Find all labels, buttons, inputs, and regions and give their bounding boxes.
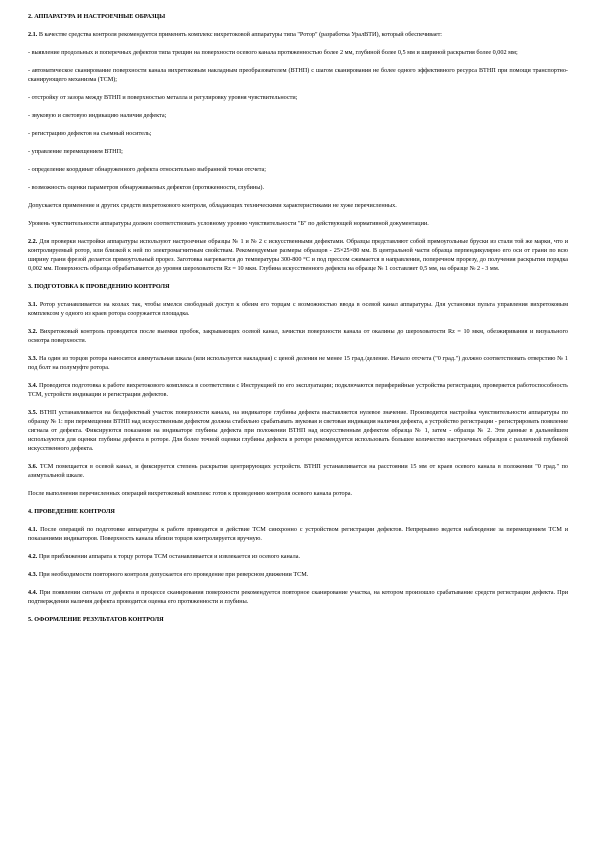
- clause-number: 3.5.: [28, 409, 38, 416]
- list-item: - определение координат обнаруженного дефекта относительно выбранной точки отсчета;: [28, 166, 266, 173]
- paragraph-3-1: [28, 300, 568, 318]
- section-heading-4: 4. ПРОВЕДЕНИЕ КОНТРОЛЯ: [28, 508, 115, 515]
- list-item: - регистрацию дефектов на съемный носитель;: [28, 130, 152, 137]
- list-item: - управление перемещением ВТНП;: [28, 148, 123, 155]
- paragraph-4-3: [28, 570, 568, 579]
- paragraph-ready: После выполнения перечисленных операций вихретоковый комплекс готов к проведению контроля осевого канала ротора.: [28, 490, 353, 497]
- section-heading-3: 3. ПОДГОТОВКА К ПРОВЕДЕНИЮ КОНТРОЛЯ: [28, 283, 170, 290]
- paragraph-text: Ротор устанавливается на козлах так, чтобы имелся свободный доступ к обеим его торцам с возможностью ввода в осевой канал аппаратуры. Для установки пульта управления вихретоковым комплексом у одного из краев ротора сооружается площадка.: [28, 301, 568, 317]
- list-item: - отстройку от зазора между ВТНП и поверхностью металла и регулировку уровня чувствительности;: [28, 94, 298, 101]
- clause-number: 3.2.: [28, 328, 38, 335]
- list-item: - возможность оценки параметров обнаруживаемых дефектов (протяженности, глубины).: [28, 184, 265, 191]
- clause-number: 4.1.: [28, 526, 38, 533]
- paragraph-text: При приближении аппарата к торцу ротора ТСМ останавливается и извлекается из осевого канала.: [38, 553, 300, 560]
- clause-number: 3.6.: [28, 463, 38, 470]
- section-heading-2: 2. АППАРАТУРА И НАСТРОЕЧНЫЕ ОБРАЗЦЫ: [28, 13, 166, 20]
- clause-number: 3.3.: [28, 355, 38, 362]
- paragraph-text: ТСМ помещается в осевой канал, и фиксируется степень раскрытия центрирующих устройств. ВТНП устанавливается на расстоянии 15 мм от краев осевого канала в положении "0 град." по азимутальной шкале.: [28, 463, 569, 479]
- clause-number: 3.1.: [28, 301, 38, 308]
- clause-number: 4.3.: [28, 571, 38, 578]
- paragraph-allowed: Допускается применение и других средств вихретокового контроля, обладающих техническими характеристиками не хуже перечисленных.: [28, 202, 397, 209]
- paragraph-text: Для проверки настройки аппаратуры используют настроечные образцы № 1 и № 2 с искусственными дефектами. Образцы представляют собой прямоугольные бруски из стали той же марки, что и контролируемый ротор, или близкой к ней по электромагнитным свойствам. Рекомендуемые размеры образцов - 25×25×80 мм. В центральной части образца перпендикулярно его оси от грани по всю ширину грани фрезой делается прямоугольный прорез. Заготовка нагревается до температуры 300-800 °С и под прессом сжимается в направлении, поперечном прорезу, до получения раскрытия порядка 0,002 мм. Поверхность образца обрабатывается до уровня шероховатости Rz = 10 мкм. Глубина искусственного дефекта на образце № 1 составляет 0,5 мм, на образце № 2 - 3 мм.: [28, 238, 568, 272]
- list-item: - выявление продольных и поперечных дефектов типа трещин на поверхности осевого канала протяженностью более 2 мм, глубиной более 0,5 мм и шириной раскрытия более 0,002 мм;: [28, 49, 518, 56]
- paragraph-2-2: [28, 237, 568, 273]
- paragraph-3-3: [28, 354, 568, 372]
- list-item: - автоматическое сканирование поверхности канала вихретоковым накладным преобразователем (ВТНП) с шагом сканирования не более одного эффективного ресурса ВТНП при помощи транспортно-сканирующего механизма (ТСМ);: [28, 67, 568, 83]
- clause-number: 2.2.: [28, 238, 38, 245]
- paragraph-sensitivity: Уровень чувствительности аппаратуры должен соответствовать условному уровню чувствительности "Б" по действующей нормативной документации.: [28, 220, 429, 227]
- paragraph-text: Проводится подготовка к работе вихретокового комплекса в соответствии с Инструкцией по его эксплуатации; подключаются периферийные устройства регистрации, проверяется работоспособность ТСМ, устройств индикации и регистрации дефектов.: [28, 382, 568, 398]
- paragraph-text: После операций по подготовке аппаратуры к работе приводится в действие ТСМ синхронно с устройством регистрации дефектов. Непрерывно ведется наблюдение за перемещением ТСМ и показаниями индикаторов. Поверхность канала вблизи торцов контролируется вручную.: [28, 526, 569, 542]
- paragraph-2-1: [28, 30, 568, 39]
- section-heading-5: 5. ОФОРМЛЕНИЕ РЕЗУЛЬТАТОВ КОНТРОЛЯ: [28, 616, 164, 623]
- paragraph-3-5: [28, 408, 568, 453]
- clause-number: 3.4.: [28, 382, 38, 389]
- paragraph-text: При необходимости повторного контроля допускается его проведение при реверсном движении ТСМ.: [38, 571, 309, 578]
- paragraph-3-2: [28, 327, 568, 345]
- paragraph-4-1: [28, 525, 568, 543]
- paragraph-4-2: [28, 552, 568, 561]
- list-item: - звуковую и световую индикацию наличия дефекта;: [28, 112, 167, 119]
- paragraph-text: На один из торцов ротора наносится азимутальная шкала (или используется накладная) с ценой деления не менее 15 град./деление. Начало отсчета ("0 град.") должно соответствовать отверстию № 1 под болт на полумуфте ротора.: [28, 355, 569, 371]
- paragraph-3-4: [28, 381, 568, 399]
- clause-number: 4.4.: [28, 589, 38, 596]
- clause-number: 2.1.: [28, 31, 38, 38]
- clause-number: 4.2.: [28, 553, 38, 560]
- paragraph-text: При появлении сигнала от дефекта в процессе сканирования поверхности рекомендуется повторное сканирование участка, на котором произошло срабатывание средств регистрации дефекта. При подтверждении наличия дефекта проводится оценка его протяженности и глубины.: [28, 589, 569, 605]
- document-page: [28, 12, 568, 633]
- paragraph-3-6: [28, 462, 568, 480]
- paragraph-text: Вихретоковый контроль проводится после выемки пробок, закрывающих осевой канал, зачистки поверхности канала от окалины до шероховатости Rz = 10 мкм, обезжиривания и визуального осмотра поверхности.: [28, 328, 569, 344]
- paragraph-text: ВТНП устанавливается на бездефектный участок поверхности канала, на индикаторе глубины дефекта выставляется нулевое значение. Производится настройка чувствительности аппаратуры по образцу № 1: при перемещении ВТНП над искусственным дефектом должна стабильно срабатывать звуковая и световая индикация наличия дефекта, а устройство регистрации - регистрировать появление сигнала от дефекта. Фиксируются показания на индикаторе глубины дефекта при положении ВТНП над искусственным дефектом образца № 1, затем - образца № 2. Эти данные в дальнейшем используются для оценки глубины дефекта в роторе. Для более точной оценки глубины дефекта в роторе рекомендуется использовать большее количество настроечных образцов с различной глубиной искусственного дефекта.: [28, 409, 568, 452]
- paragraph-text: В качестве средства контроля рекомендуется применять комплекс вихретоковой аппаратуры типа "Ротор" (разработка УралВТИ), который обеспечивает:: [38, 31, 443, 38]
- paragraph-4-4: [28, 588, 568, 606]
